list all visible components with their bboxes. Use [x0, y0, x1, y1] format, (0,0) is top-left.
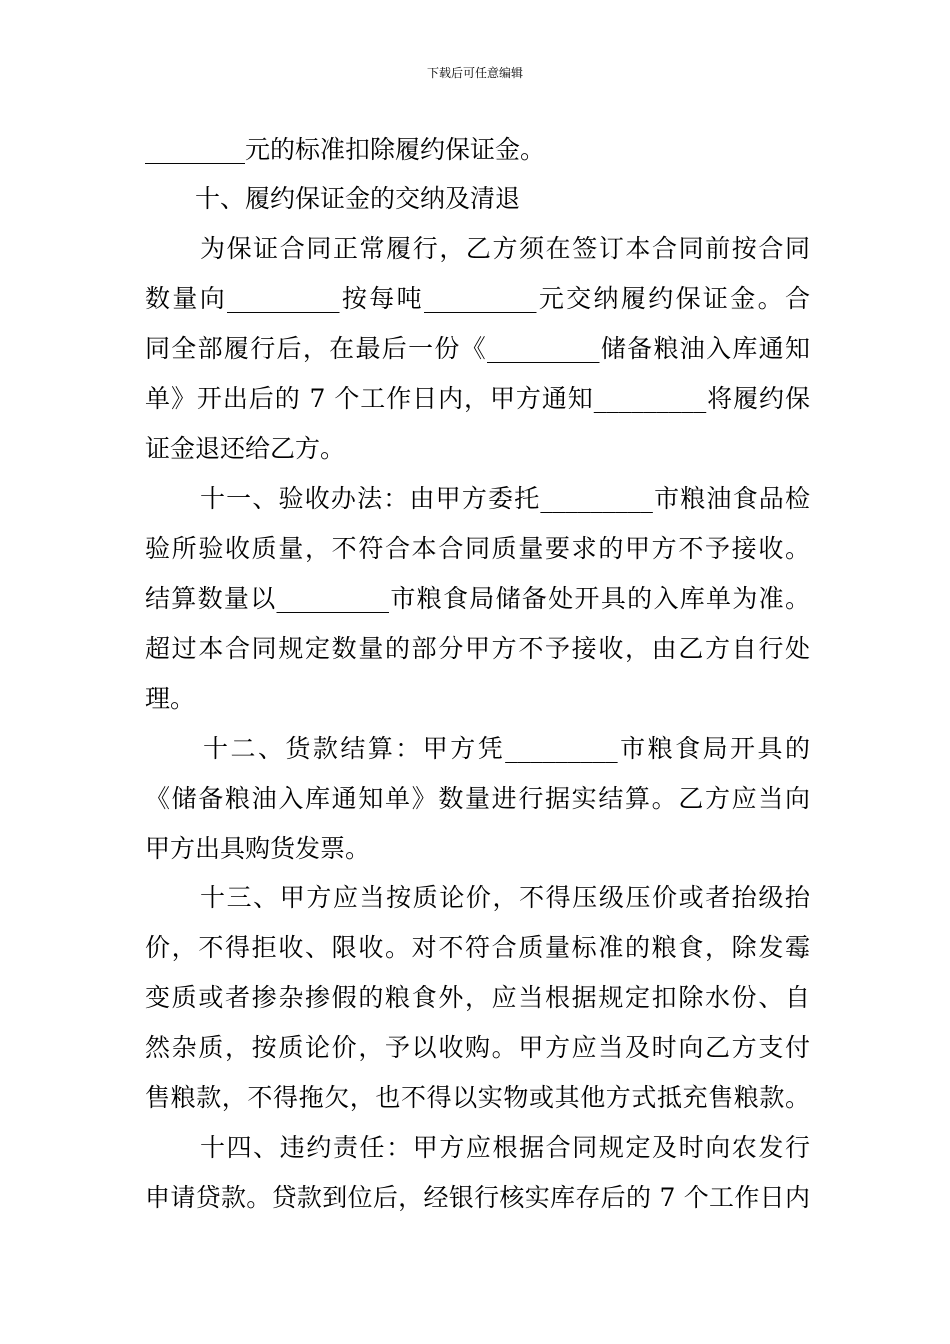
text-line-9: 验所验收质量，不符合本合同质量要求的甲方不予接收。 [145, 534, 810, 563]
text-line-22: 申请贷款。贷款到位后，经银行核实库存后的 7 个工作日内 [145, 1183, 810, 1212]
text-line-11: 超过本合同规定数量的部分甲方不予接收，由乙方自行处 [145, 634, 810, 663]
text-line-12: 理。 [145, 684, 196, 713]
text-line-10: 结算数量以_________市粮食局储备处开具的入库单为准。 [145, 584, 810, 613]
text-line-18: 变质或者掺杂掺假的粮食外，应当根据规定扣除水份、自 [145, 983, 810, 1012]
text-line-6: 单》开出后的 7 个工作日内，甲方通知_________将履约保 [145, 384, 810, 413]
text-line-19: 然杂质，按质论价，予以收购。甲方应当及时向乙方支付 [145, 1033, 810, 1062]
text-line-21: 十四、违约责任：甲方应根据合同规定及时向农发行 [200, 1133, 810, 1162]
text-line-20: 售粮款，不得拖欠，也不得以实物或其他方式抵充售粮款。 [145, 1083, 810, 1112]
text-line-1: ________元的标准扣除履约保证金。 [145, 135, 546, 164]
text-line-7: 证金退还给乙方。 [145, 434, 346, 463]
text-line-13: 十二、货款结算：甲方凭_________市粮食局开具的 [203, 734, 810, 763]
text-line-4: 数量向_________按每吨_________元交纳履约保证金。合 [145, 284, 810, 313]
page-header: 下载后可任意编辑 [426, 66, 523, 80]
text-line-14: 《储备粮油入库通知单》数量进行据实结算。乙方应当向 [145, 784, 810, 813]
text-line-8: 十一、验收办法：由甲方委托_________市粮油食品检 [200, 484, 810, 513]
text-line-16: 十三、甲方应当按质论价，不得压级压价或者抬级抬 [200, 883, 810, 912]
section-heading-10: 十、履约保证金的交纳及清退 [195, 184, 521, 213]
text-line-15: 甲方出具购货发票。 [145, 834, 371, 863]
text-line-17: 价，不得拒收、限收。对不符合质量标准的粮食，除发霉 [145, 933, 810, 962]
text-line-3: 为保证合同正常履行，乙方须在签订本合同前按合同 [200, 234, 810, 263]
text-line-5: 同全部履行后，在最后一份《_________储备粮油入库通知 [145, 334, 810, 363]
